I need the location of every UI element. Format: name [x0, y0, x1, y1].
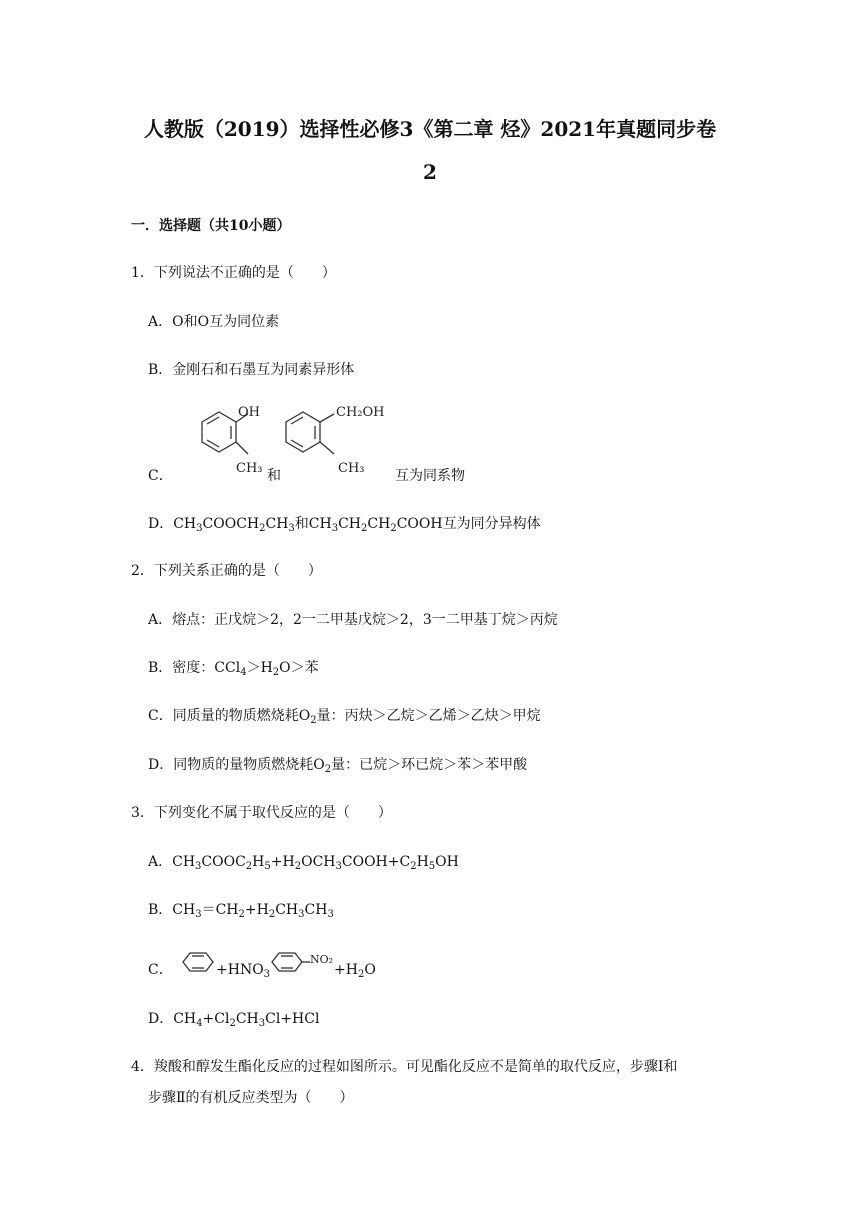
question-3-stem: 3．下列变化不属于取代反应的是（ ） — [131, 805, 392, 821]
document-title-line2: 2 — [423, 160, 437, 184]
section-heading: 一．选择题（共10小题） — [131, 218, 291, 234]
question-2-option-d: D．同物质的量物质燃烧耗$O_2$量：已烷＞环已烷＞苯＞苯甲酸 — [148, 757, 528, 775]
question-3-option-c-h2o: $+H_2O$ — [334, 962, 376, 980]
question-1-option-c-and: 和 — [267, 468, 281, 484]
question-3-option-d: D．$CH_4+Cl_2CH_3Cl+HCl$ — [148, 1011, 320, 1029]
question-3-option-c-hno3: $+HNO_3$ — [216, 962, 271, 980]
question-2-option-b: B．密度：$CCl_4>H_2O>$苯 — [148, 660, 319, 678]
no2-label: NO₂ — [310, 953, 334, 966]
question-4-stem-line2: 步骤Ⅱ的有机反应类型为（ ） — [148, 1090, 354, 1106]
question-3-option-c-label: C． — [148, 962, 173, 978]
document-title-line1: 人教版（2019）选择性必修3《第二章 烃》2021年真题同步卷 — [143, 117, 717, 141]
question-2-stem: 2．下列关系正确的是（ ） — [131, 563, 322, 579]
question-4-stem-line1: 4．羧酸和醇发生酯化反应的过程如图所示。可见酯化反应不是简单的取代反应，步骤Ⅰ和 — [131, 1059, 678, 1075]
question-1-option-c-label: C． — [148, 468, 173, 484]
question-1-option-c-tail: 互为同系物 — [395, 468, 465, 484]
question-1-option-d: D．$CH_3COOCH_2CH_3$和$CH_3CH_2CH_2COOH$互为同分异构体 — [148, 516, 541, 534]
ch2oh-label: CH₂OH — [336, 405, 385, 420]
question-2-option-a: A．熔点：正戊烷＞2，2一二甲基戊烷＞2，3一二甲基丁烷＞丙烷 — [148, 612, 558, 628]
methylbenzyl-alcohol-structure — [278, 402, 398, 482]
question-1-option-a: A．O和O互为同位素 — [148, 314, 280, 330]
question-2-option-c: C．同质量的物质燃烧耗$O_2$量：丙炔＞乙烷＞乙烯＞乙炔＞甲烷 — [148, 708, 541, 726]
ch3-label-1: CH₃ — [236, 461, 263, 476]
benzene-structure — [175, 950, 220, 976]
question-3-option-b: B．$CH_3=CH_2+H_2CH_3CH_3$ — [148, 902, 334, 920]
ch3-label-2: CH₃ — [338, 461, 365, 476]
question-1-option-b: B．金刚石和石墨互为同素异形体 — [148, 362, 355, 378]
oh-label: OH — [238, 405, 260, 420]
question-3-option-a: A．$CH_3COOC_2H_5+H_2OCH_3COOH+C_2H_5OH$ — [148, 854, 459, 872]
question-1-stem: 1．下列说法不正确的是（ ） — [131, 265, 336, 281]
o-cresol-structure — [172, 402, 272, 482]
